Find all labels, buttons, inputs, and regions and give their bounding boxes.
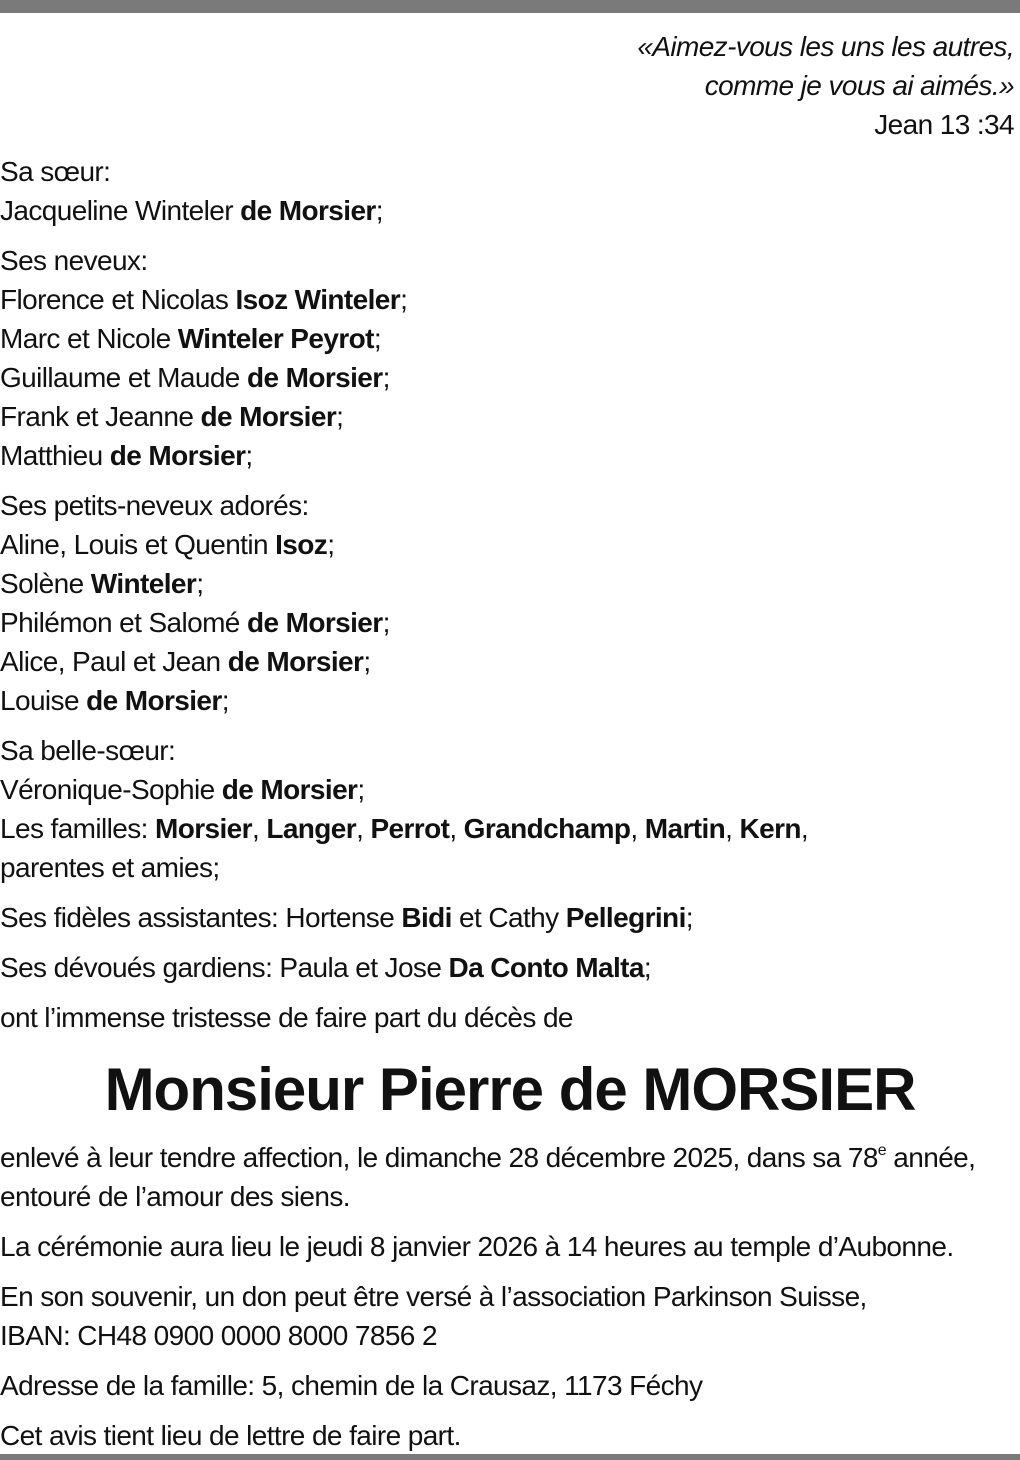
- punctuation: ;: [245, 440, 253, 471]
- passing-line-2: entouré de l’amour des siens.: [0, 1181, 350, 1212]
- family-name: de Morsier: [246, 362, 383, 393]
- passing-text: enlevé à leur tendre affection, le dimanche 28 décembre 2025, dans sa 78: [0, 1142, 878, 1173]
- punctuation: ;: [336, 401, 344, 432]
- punctuation: ,: [356, 813, 371, 844]
- punctuation: ;: [327, 529, 335, 560]
- family-name: Langer: [266, 813, 357, 844]
- family-name: Pellegrini: [565, 902, 686, 933]
- bible-quote: [0, 27, 1020, 144]
- ordinal-suffix: e: [877, 1142, 887, 1159]
- family-name: de Morsier: [227, 646, 364, 677]
- assistants-line: [0, 898, 1020, 937]
- family-name: Isoz Winteler: [235, 284, 401, 315]
- section-heading: Ses petits-neveux adorés:: [0, 490, 309, 521]
- relative-line: [0, 436, 1020, 475]
- given-names: Aline, Louis et Quentin: [0, 529, 276, 560]
- sister-section: [0, 152, 1020, 230]
- family-name: Kern: [739, 813, 801, 844]
- family-name: Da Conto Malta: [448, 952, 644, 983]
- relative-line: [0, 397, 1020, 436]
- family-name: Winteler: [90, 568, 197, 599]
- punctuation: ;: [400, 284, 408, 315]
- punctuation: ;: [357, 774, 365, 805]
- sister-in-law-section: [0, 731, 1020, 887]
- given-names: Jacqueline Winteler: [0, 195, 241, 226]
- family-name: de Morsier: [86, 685, 222, 716]
- given-names: Marc et Nicole: [0, 323, 178, 354]
- given-names: Louise: [0, 685, 87, 716]
- family-name: Perrot: [370, 813, 450, 844]
- section-heading: Ses neveux:: [0, 245, 148, 276]
- donation-line-1: En son souvenir, un don peut être versé à l’association Parkinson Suisse,: [0, 1281, 867, 1312]
- family-name: Bidi: [401, 902, 452, 933]
- family-name: Martin: [644, 813, 726, 844]
- families-line-2: parentes et amies;: [0, 852, 220, 883]
- relative-line: [0, 319, 1020, 358]
- punctuation: ;: [363, 646, 371, 677]
- deceased-name: Monsieur Pierre de MORSIER: [104, 1056, 916, 1123]
- punctuation: ,: [251, 813, 267, 844]
- relative-line: [0, 525, 1020, 564]
- given-names: Frank et Jeanne: [0, 401, 201, 432]
- given-names: Matthieu: [0, 440, 110, 471]
- punctuation: ;: [382, 362, 390, 393]
- punctuation: ;: [375, 195, 383, 226]
- announcement-text: ont l’immense tristesse de faire part du décès de: [0, 1002, 573, 1033]
- families-line: [0, 809, 1020, 848]
- family-name: Isoz: [275, 529, 328, 560]
- punctuation: ,: [725, 813, 740, 844]
- given-names: Alice, Paul et Jean: [0, 646, 228, 677]
- guardians-prefix: Ses dévoués gardiens: Paula et Jose: [0, 952, 449, 983]
- nephews-section: [0, 241, 1020, 475]
- family-name: Grandchamp: [463, 813, 631, 844]
- family-name: de Morsier: [240, 195, 376, 226]
- punctuation: ;: [373, 323, 382, 354]
- passing-line-1: [0, 1138, 1020, 1177]
- quote-line-2: comme je vous ai aimés.»: [704, 70, 1014, 101]
- given-names: Véronique-Sophie: [0, 774, 222, 805]
- punctuation: ;: [196, 568, 204, 599]
- passing-text-end: année,: [886, 1142, 976, 1173]
- punctuation: ;: [643, 952, 652, 983]
- section-heading: Sa belle-sœur:: [0, 735, 176, 766]
- punctuation: ,: [800, 813, 809, 844]
- given-names: Florence et Nicolas: [0, 284, 236, 315]
- obituary-notice: [0, 27, 1020, 1455]
- family-name: Winteler Peyrot: [177, 323, 374, 354]
- relative-line: [0, 770, 1020, 809]
- top-border-rule: [0, 0, 1020, 13]
- iban-line: IBAN: CH48 0900 0000 8000 7856 2: [0, 1320, 437, 1351]
- quote-line-1: «Aimez-vous les uns les autres,: [637, 31, 1014, 62]
- section-heading: Sa sœur:: [0, 156, 111, 187]
- passing-section: [0, 1138, 1020, 1216]
- relative-line: [0, 642, 1020, 681]
- relative-line: [0, 358, 1020, 397]
- ceremony-text: La cérémonie aura lieu le jeudi 8 janvier 2026 à 14 heures au temple d’Aubonne.: [0, 1231, 954, 1262]
- family-name: de Morsier: [200, 401, 337, 432]
- punctuation: ;: [221, 685, 229, 716]
- given-names: Philémon et Salomé: [0, 607, 247, 638]
- family-name: de Morsier: [109, 440, 246, 471]
- punctuation: ;: [382, 607, 390, 638]
- given-names: Guillaume et Maude: [0, 362, 247, 393]
- relative-line: [0, 280, 1020, 319]
- family-address: Adresse de la famille: 5, chemin de la Crausaz, 1173 Féchy: [0, 1370, 703, 1401]
- closing-text: Cet avis tient lieu de lettre de faire part.: [0, 1420, 461, 1451]
- bottom-border-rule: [0, 1454, 1020, 1460]
- punctuation: ,: [449, 813, 464, 844]
- given-names: Solène: [0, 568, 91, 599]
- relative-line: [0, 603, 1020, 642]
- assistants-prefix: Ses fidèles assistantes: Hortense: [0, 902, 402, 933]
- family-name: de Morsier: [246, 607, 383, 638]
- family-name: Morsier: [155, 813, 252, 844]
- punctuation: ,: [630, 813, 645, 844]
- grandnephews-section: [0, 486, 1020, 720]
- quote-reference: Jean 13 :34: [874, 109, 1014, 140]
- guardians-line: [0, 948, 1020, 987]
- relative-line: [0, 191, 1020, 230]
- relative-line: [0, 681, 1020, 720]
- punctuation: ;: [685, 902, 693, 933]
- families-prefix: Les familles:: [0, 813, 155, 844]
- donation-section: [0, 1277, 1020, 1355]
- family-name: de Morsier: [221, 774, 358, 805]
- assistants-middle: et Cathy: [451, 902, 566, 933]
- relative-line: [0, 564, 1020, 603]
